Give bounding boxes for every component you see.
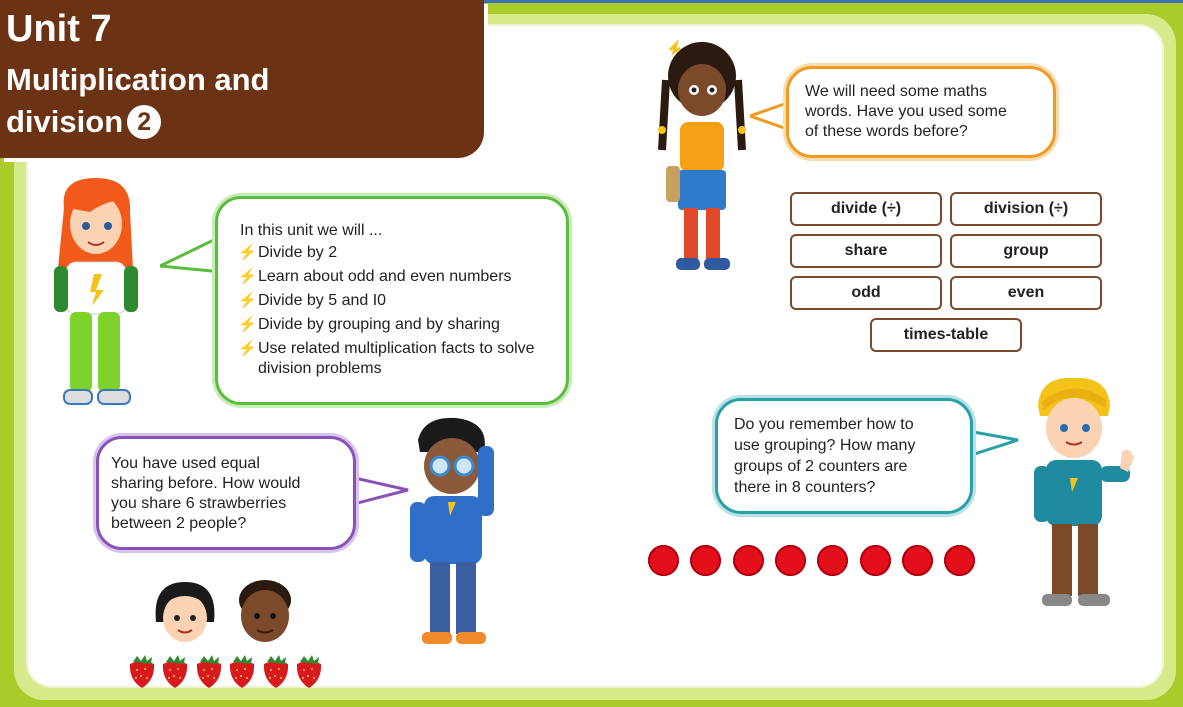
red-counter [944,545,975,576]
grouping-speech-bubble [715,398,973,514]
maths-words-line-3: of these words before? [805,123,968,140]
grouping-line-4: there in 8 counters? [734,479,876,496]
intro-speech-bubble [215,196,569,405]
red-counter [817,545,848,576]
maths-words-line-1: We will need some maths [805,83,987,100]
strawberry-icon [194,654,224,690]
sharing-line-3: you share 6 strawberries [111,495,287,512]
part-number-badge: 2 [127,105,161,139]
lightning-icon: ⚡ [238,292,257,309]
red-counter [648,545,679,576]
learning-goal: ⚡ Learn about odd and even numbers [238,268,512,285]
strawberry-icon [261,654,291,690]
learning-goal: ⚡ Divide by grouping and by sharing [238,316,500,333]
strawberry-icon [160,654,190,690]
girl-red-hair-character [50,178,142,414]
strawberry-icon [127,654,157,690]
unit-title-word: division [6,104,124,139]
girl-braids-character [656,40,748,274]
lightning-icon: ⚡ [238,340,257,357]
sharing-line-2: sharing before. How would [111,475,301,492]
lightning-icon: ⚡ [238,316,257,333]
boy-glasses-character [404,416,506,648]
red-counter [860,545,891,576]
unit-title-line-1: Multiplication and [6,62,270,97]
word-box-odd: odd [790,276,942,310]
sharing-speech-bubble [96,436,356,550]
lightning-icon: ⚡ [238,244,257,261]
grouping-line-3: groups of 2 counters are [734,458,908,475]
maths-words-speech-bubble [786,66,1056,158]
learning-goal: ⚡ Divide by 2 [238,244,338,261]
strawberry-icon [227,654,257,690]
lightning-icon: ⚡ [238,268,257,285]
word-box-even: even [950,276,1102,310]
girl-face-icon [152,582,218,644]
learning-goal: ⚡ Use related multiplication facts to solve division problems [238,340,535,377]
sharing-line-1: You have used equal [111,455,260,472]
red-counter [775,545,806,576]
unit-number: Unit 7 [6,8,112,50]
word-box-divide: divide (÷) [790,192,942,226]
learning-goals-list [238,243,558,383]
word-box-times-table: times-table [870,318,1022,352]
boy-blond-character [1030,376,1140,614]
intro-text: In this unit we will ... [240,222,383,239]
red-counter [733,545,764,576]
word-box-group: group [950,234,1102,268]
maths-words-line-2: words. Have you used some [805,103,1007,120]
word-box-division: division (÷) [950,192,1102,226]
learning-goal: ⚡ Divide by 5 and I0 [238,292,387,309]
boy-face-icon [232,578,298,644]
word-box-share: share [790,234,942,268]
sharing-line-4: between 2 people? [111,515,247,532]
unit-title-line-2 [6,104,161,140]
unit-header [0,0,484,158]
grouping-line-1: Do you remember how to [734,416,914,433]
strawberry-icon [294,654,324,690]
red-counter [902,545,933,576]
grouping-line-2: use grouping? How many [734,437,916,454]
